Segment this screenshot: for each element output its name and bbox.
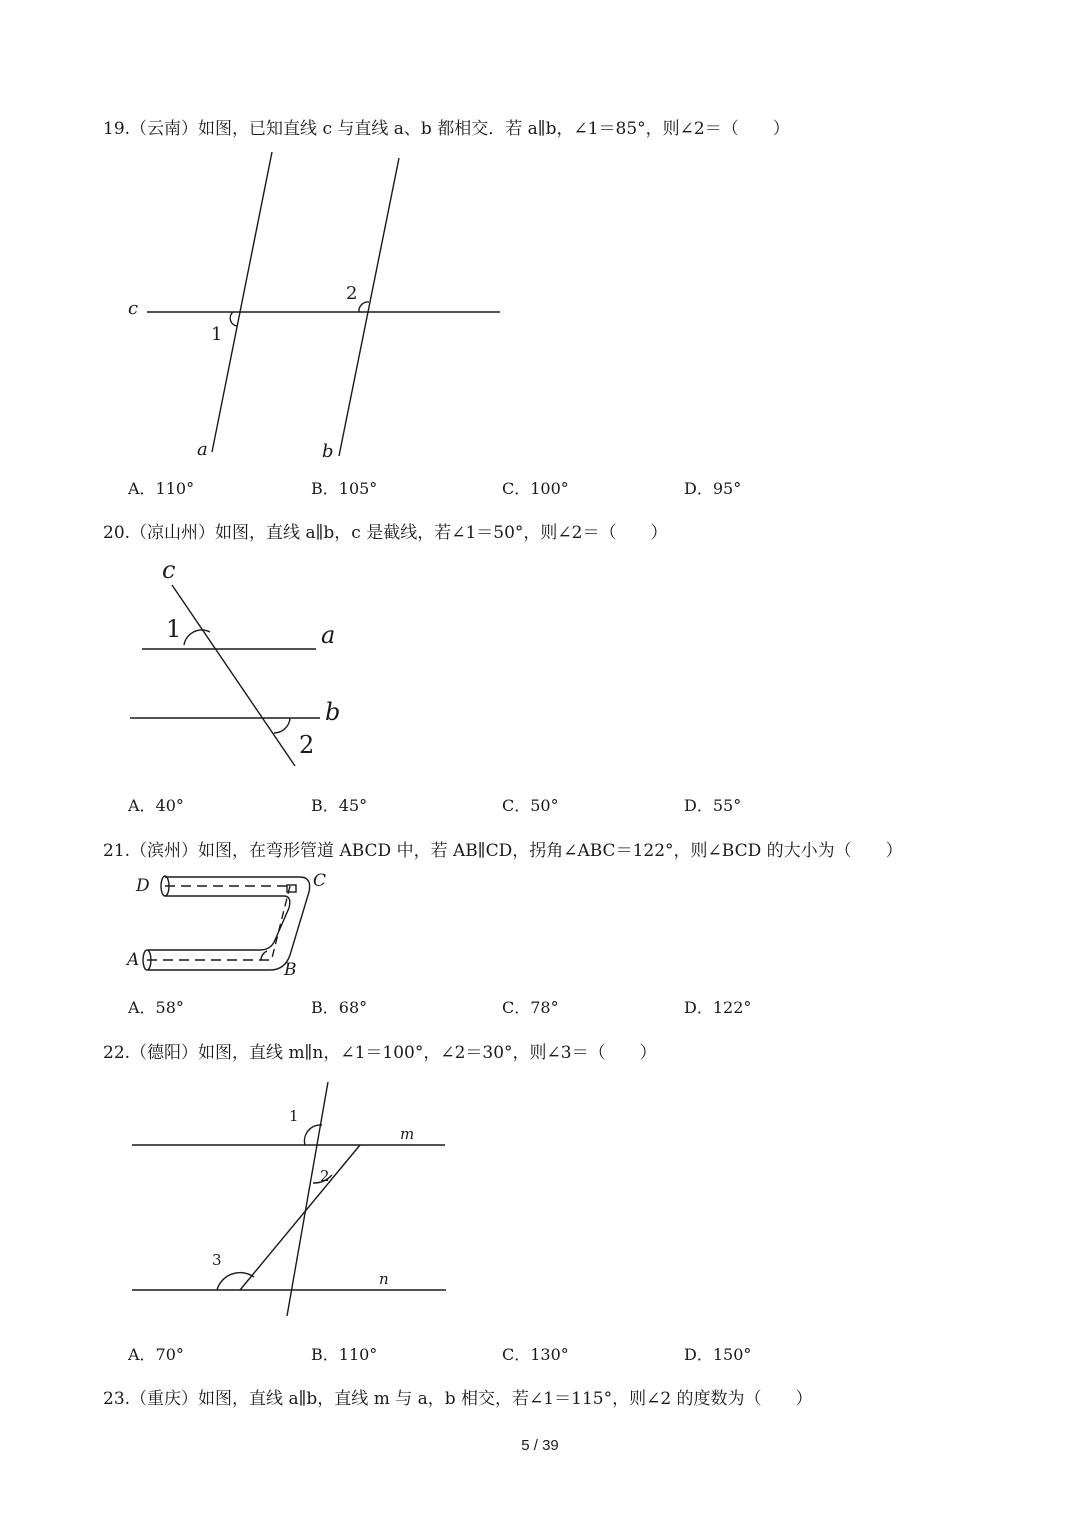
pipe-inner (148, 896, 290, 950)
option-d: D．95° (684, 479, 742, 498)
label-b: B (284, 960, 297, 980)
label-angle-2: 2 (299, 731, 315, 759)
label-c: c (162, 556, 176, 584)
label-d: D (136, 876, 150, 896)
label-a: A (127, 950, 140, 970)
angle-1-arc (230, 312, 237, 326)
figure-q19 (147, 152, 500, 456)
label-angle-2: 2 (320, 1167, 330, 1185)
option-a: A．58° (128, 998, 184, 1017)
label-angle-2: 2 (346, 283, 358, 304)
option-b: B．110° (311, 1345, 378, 1364)
figure-q20 (130, 585, 320, 766)
option-c: C．78° (502, 998, 559, 1017)
label-angle-1: 1 (211, 324, 223, 345)
option-c: C．100° (502, 479, 569, 498)
angle-3-arc (217, 1273, 254, 1290)
label-angle-1: 1 (289, 1107, 299, 1125)
option-d: D．55° (684, 796, 742, 815)
line-b (339, 158, 399, 456)
figure-q21 (143, 876, 310, 970)
label-angle-1: 1 (166, 615, 182, 643)
question-22-text: 22.（德阳）如图，直线 m∥n，∠1＝100°，∠2＝30°，则∠3＝（ ） (103, 1043, 657, 1063)
question-21-text: 21.（滨州）如图，在弯形管道 ABCD 中，若 AB∥CD，拐角∠ABC＝122°，则∠BCD 的大小为（ ） (103, 841, 903, 861)
angle-1-arc (184, 630, 210, 645)
label-b: b (325, 698, 341, 726)
option-b: B．68° (311, 998, 368, 1017)
label-c: C (313, 871, 327, 891)
option-a: A．70° (128, 1345, 184, 1364)
option-b: B．45° (311, 796, 368, 815)
label-c: c (128, 298, 139, 319)
pipe-outer (148, 877, 310, 970)
question-20-text: 20.（凉山州）如图，直线 a∥b，c 是截线，若∠1＝50°，则∠2＝（ ） (103, 523, 668, 543)
angle-b-arc (261, 951, 267, 960)
page-number: 5 / 39 (521, 1437, 559, 1454)
option-c: C．130° (502, 1345, 569, 1364)
label-n: n (379, 1270, 389, 1288)
label-m: m (400, 1125, 415, 1143)
option-a: A．40° (128, 796, 184, 815)
question-23-text: 23.（重庆）如图，直线 a∥b，直线 m 与 a，b 相交，若∠1＝115°，则∠2 的度数为（ ） (103, 1389, 813, 1409)
label-b: b (322, 441, 334, 462)
transversal-2 (240, 1145, 360, 1290)
line-c (172, 585, 295, 766)
option-b: B．105° (311, 479, 378, 498)
question-19-text: 19.（云南）如图，已知直线 c 与直线 a、b 都相交．若 a∥b，∠1＝85°，则∠2＝（ ） (103, 119, 790, 139)
option-a: A．110° (128, 479, 195, 498)
option-c: C．50° (502, 796, 559, 815)
angle-2-arc (359, 302, 369, 312)
label-a: a (321, 621, 336, 649)
label-a: a (197, 439, 208, 460)
angle-2-arc (274, 718, 290, 733)
label-angle-3: 3 (212, 1251, 222, 1269)
line-a (212, 152, 272, 452)
option-d: D．150° (684, 1345, 752, 1364)
option-d: D．122° (684, 998, 752, 1017)
